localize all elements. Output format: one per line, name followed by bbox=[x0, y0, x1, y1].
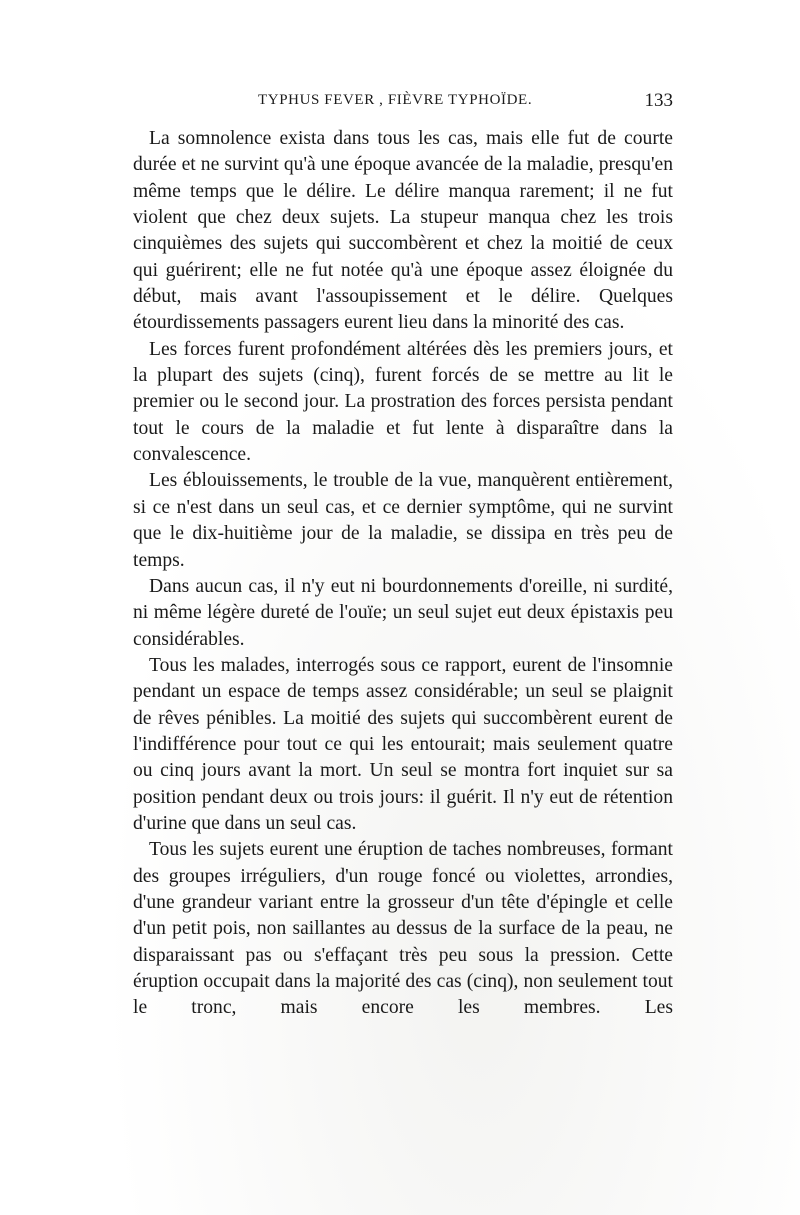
running-head bbox=[133, 92, 673, 116]
paragraph-bourdonnements: Dans aucun cas, il n'y eut ni bourdonnements d'oreille, ni surdité, ni même légère dureté de l'ouïe; un seul sujet eut deux épistaxis peu considérables. bbox=[133, 575, 673, 650]
paragraph-insomnie: Tous les malades, interrogés sous ce rapport, eurent de l'insomnie pendant un espace de temps assez considérable; un seul se plaignit de rêves pénibles. La moitié des sujets qui succombèrent eurent de l'indifférence pour tout ce qui les entourait; mais seulement quatre ou cinq jours avant la mort. Un seul se montra fort inquiet sur sa position pendant deux ou trois jours: il guérit. Il n'y eut de rétention d'urine que dans un seul cas. bbox=[133, 654, 673, 834]
paragraph-somnolence: La somnolence exista dans tous les cas, mais elle fut de courte durée et ne survint qu'à une époque avancée de la maladie, presqu'en même temps que le délire. Le délire manqua rarement; il ne fut violent que chez deux sujets. La stupeur manqua chez les trois cinquièmes des sujets qui succombèrent et chez la moitié de ceux qui guérirent; elle ne fut notée qu'à une époque assez éloignée du début, mais avant l'assoupissement et le délire. Quelques étourdissements passagers eurent lieu dans la minorité des cas. bbox=[133, 128, 673, 334]
paragraph-eblouissements: Les éblouissements, le trouble de la vue, manquèrent entièrement, si ce n'est dans un seul cas, et ce dernier symptôme, qui ne survint que le dix-huitième jour de la maladie, se dissipa en très peu de temps. bbox=[133, 470, 673, 571]
body-text bbox=[133, 126, 673, 1022]
paragraph-eruption: Tous les sujets eurent une éruption de taches nombreuses, formant des groupes irréguliers, d'un rouge foncé ou violettes, arrondies, d'une grandeur variant entre la grosseur d'un tête d'épingle et celle d'un petit pois, non saillantes au dessus de la surface de la peau, ne disparaissant pas ou s'effaçant très peu sous la pression. Cette éruption occupait dans la majorité des cas (cinq), non seulement tout le tronc, mais encore les membres. Les bbox=[133, 839, 673, 1019]
paragraph-forces: Les forces furent profondément altérées dès les premiers jours, et la plupart des sujets (cinq), furent forcés de se mettre au lit le premier ou le second jour. La prostration des forces persista pendant tout le cours de la maladie et fut lente à disparaître dans la convalescence. bbox=[133, 338, 673, 466]
running-title: TYPHUS FEVER , FIÈVRE TYPHOÏDE. bbox=[258, 92, 533, 108]
page-number: 133 bbox=[644, 90, 673, 111]
